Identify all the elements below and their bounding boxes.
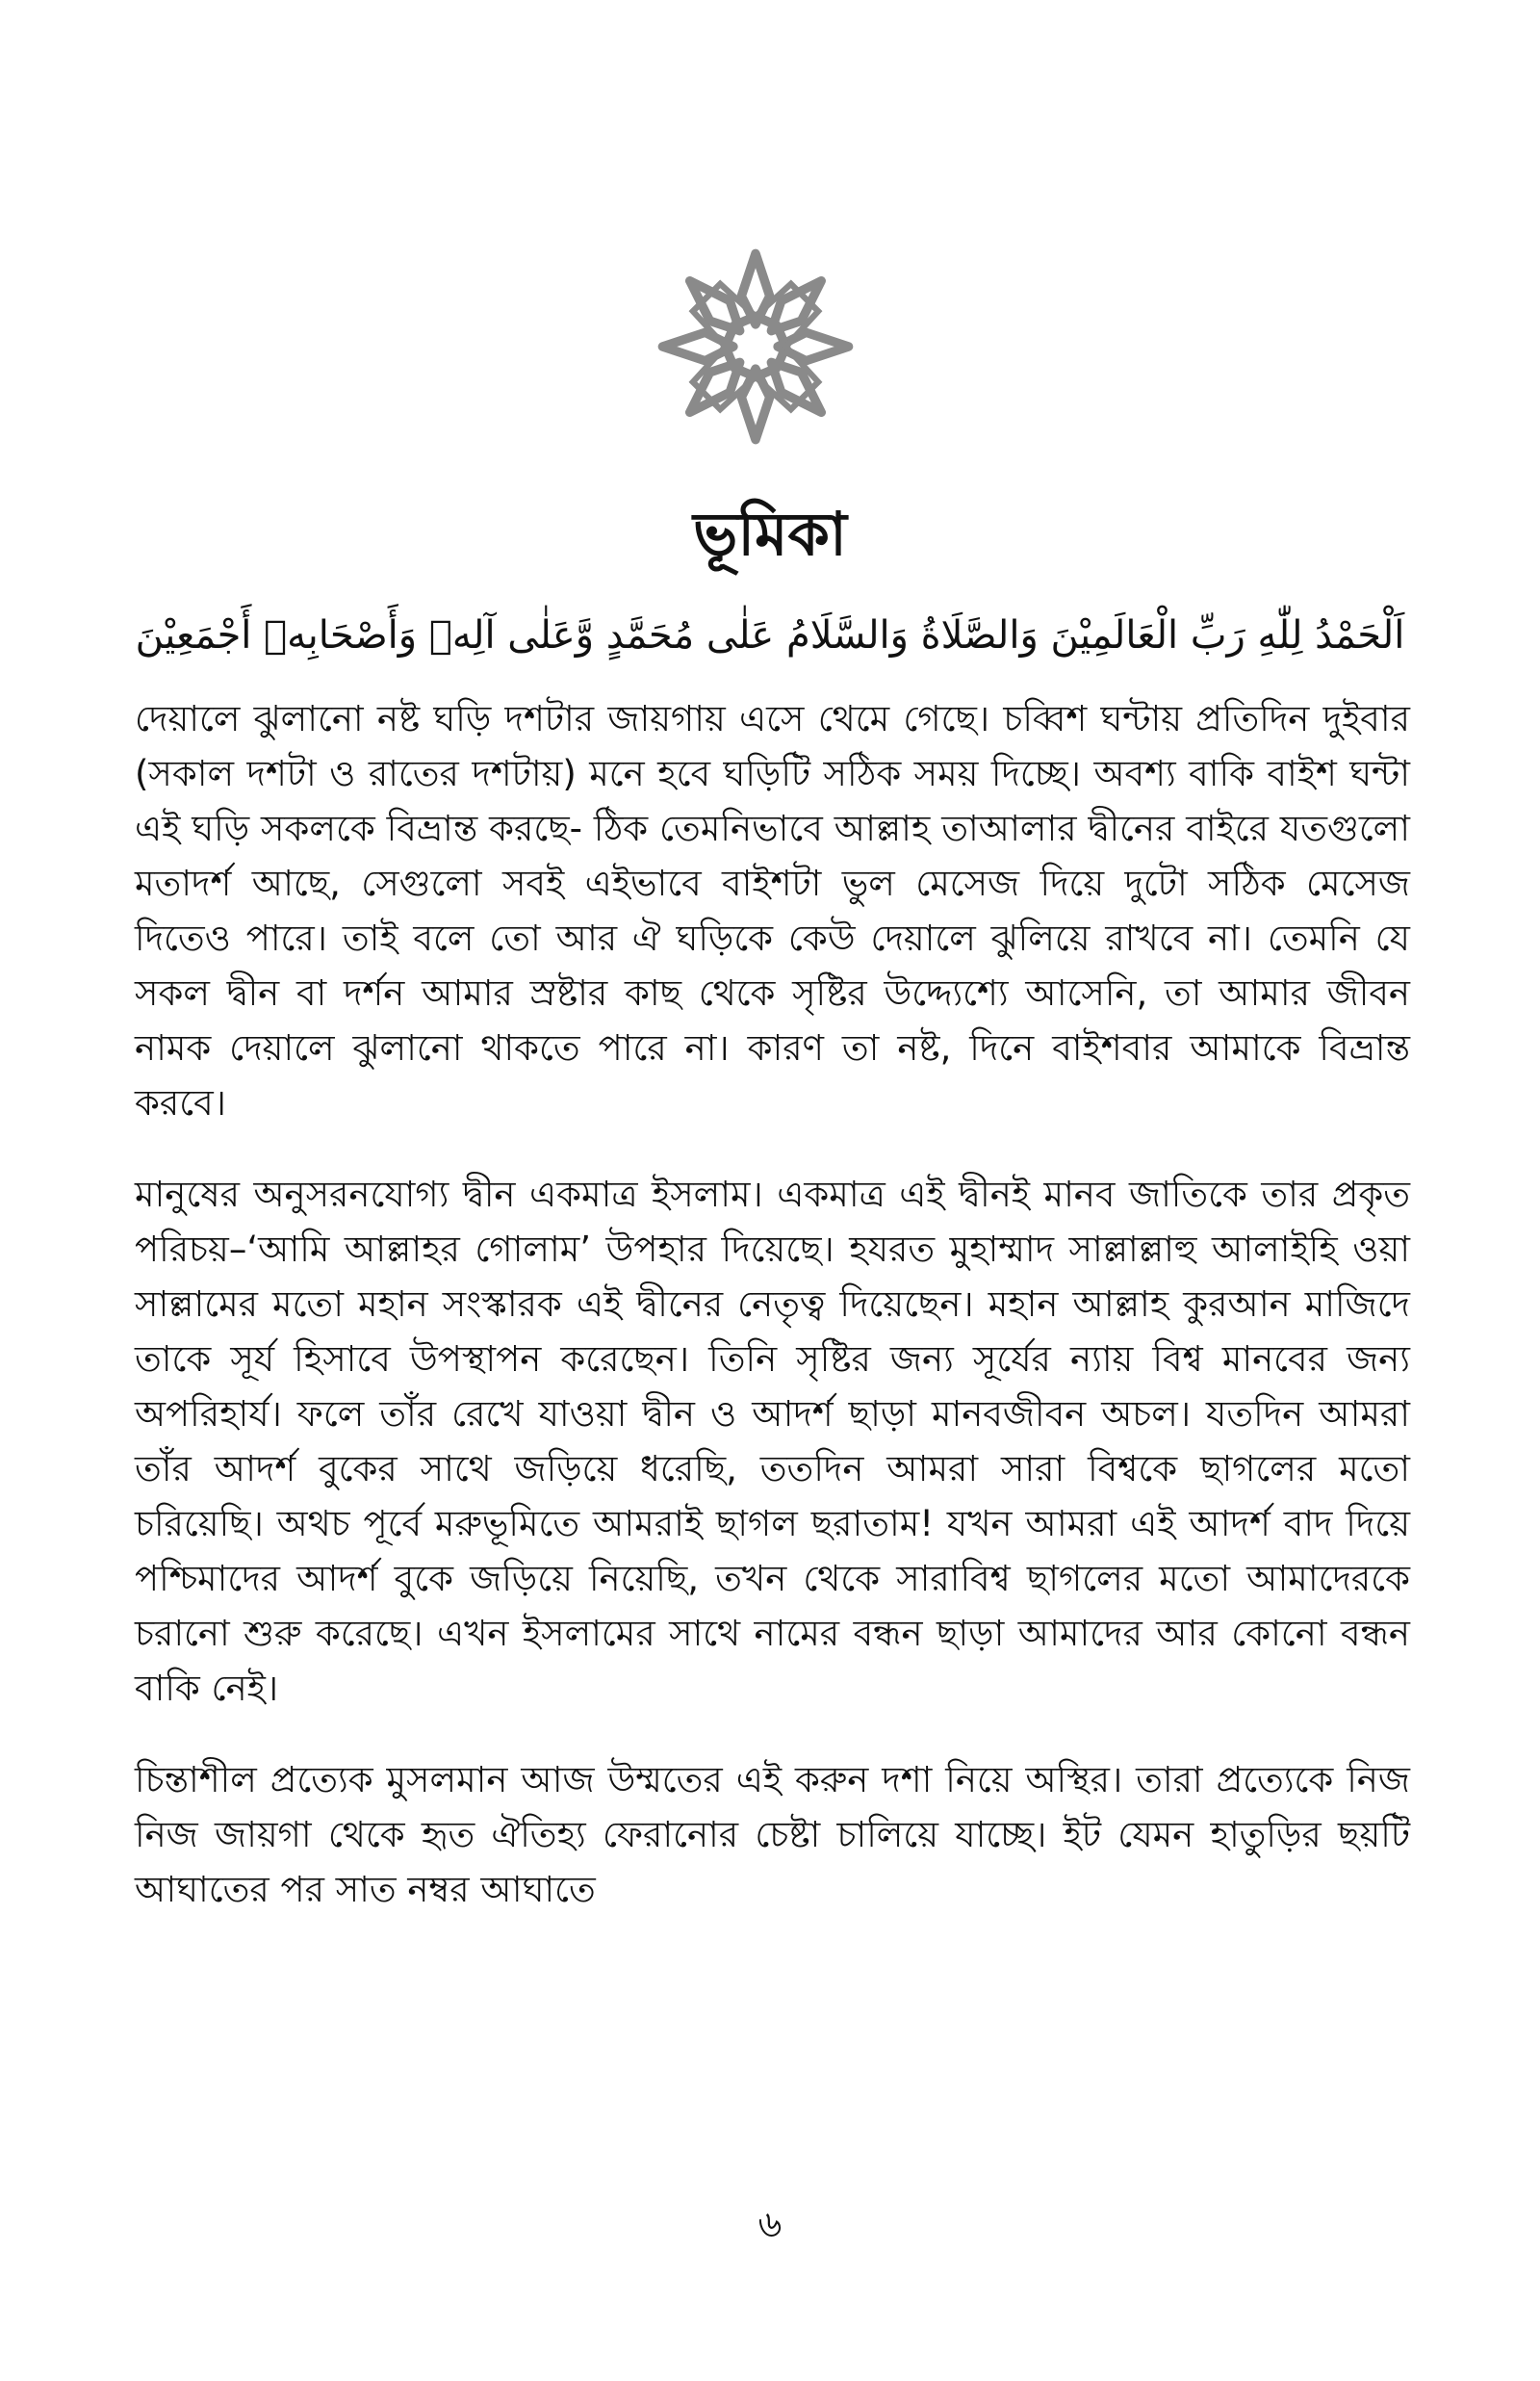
floral-ornament-icon: [654, 246, 857, 448]
page-number: ৬: [757, 2203, 783, 2245]
paragraph: মানুষের অনুসরনযোগ্য দ্বীন একমাত্র ইসলাম। একমাত্র এই দ্বীনই মানব জাতিকে তার প্রকৃত পরিচয়–‘আমি আল্লাহর গোলাম’ উপহার দিয়েছে। হযরত মুহাম্মাদ সাল্লাল্লাহু আলাইহি ওয়া সাল্লামের মতো মহান সংস্কারক এই দ্বীনের নেতৃত্ব দিয়েছেন। মহান আল্লাহ কুরআন মাজিদে তাকে সূর্য হিসাবে উপস্থাপন করেছেন। তিনি সৃষ্টির জন্য সূর্যের ন্যায় বিশ্ব মানবের জন্য অপরিহার্য। ফলে তাঁর রেখে যাওয়া দ্বীন ও আদর্শ ছাড়া মানবজীবন অচল। যতদিন আমরা তাঁর আদর্শ বুকের সাথে জড়িয়ে ধরেছি, ততদিন আমরা সারা বিশ্বকে ছাগলের মতো চরিয়েছি। অথচ পূর্বে মরুভূমিতে আমরাই ছাগল ছরাতাম! যখন আমরা এই আদর্শ বাদ দিয়ে পশ্চিমাদের আদর্শ বুকে জড়িয়ে নিয়েছি, তখন থেকে সারাবিশ্ব ছাগলের মতো আমাদেরকে চরানো শুরু করেছে। এখন ইসলামের সাথে নামের বন্ধন ছাড়া আমাদের আর কোনো বন্ধন বাকি নেই।: [135, 1174, 1410, 1709]
body-text: [135, 691, 1410, 1954]
paragraph: দেয়ালে ঝুলানো নষ্ট ঘড়ি দশটার জায়গায় এসে থেমে গেছে। চব্বিশ ঘন্টায় প্রতিদিন দুইবার (সকাল দশটা ও রাতের দশটায়) মনে হবে ঘড়িটি সঠিক সময় দিচ্ছে। অবশ্য বাকি বাইশ ঘন্টা এই ঘড়ি সকলকে বিভ্রান্ত করছে- ঠিক তেমনিভাবে আল্লাহ তাআলার দ্বীনের বাইরে যতগুলো মতাদর্শ আছে, সেগুলো সবই এইভাবে বাইশটা ভুল মেসেজ দিয়ে দুটো সঠিক মেসেজ দিতেও পারে। তাই বলে তো আর ঐ ঘড়িকে কেউ দেয়ালে ঝুলিয়ে রাখবে না। তেমনি যে সকল দ্বীন বা দর্শন আমার স্রষ্টার কাছ থেকে সৃষ্টির উদ্দ্যেশ্যে আসেনি, তা আমার জীবন নামক দেয়ালে ঝুলানো থাকতে পারে না। কারণ তা নষ্ট, দিনে বাইশবার আমাকে বিভ্রান্ত করবে।: [135, 698, 1410, 1124]
eight-petal-floral-ornament-icon: [654, 246, 857, 448]
page-title: ভূমিকা: [693, 499, 847, 569]
paragraph: চিন্তাশীল প্রত্যেক মুসলমান আজ উম্মতের এই করুন দশা নিয়ে অস্থির। তারা প্রত্যেকে নিজ নিজ জায়গা থেকে হৃত ঐতিহ্য ফেরানোর চেষ্টা চালিয়ে যাচ্ছে। ইট যেমন হাতুড়ির ছয়টি আঘাতের পর সাত নম্বর আঘাতে: [135, 1759, 1410, 1910]
arabic-invocation: اَلْحَمْدُ لِلّٰهِ رَبِّ الْعَالَمِيْنَ وَالصَّلَاةُ وَالسَّلَامُ عَلٰى مُحَمَّدٍ وَّعَلٰى آلِهٖ وَأَصْحَابِهٖ أَجْمَعِيْنَ: [135, 613, 1405, 658]
